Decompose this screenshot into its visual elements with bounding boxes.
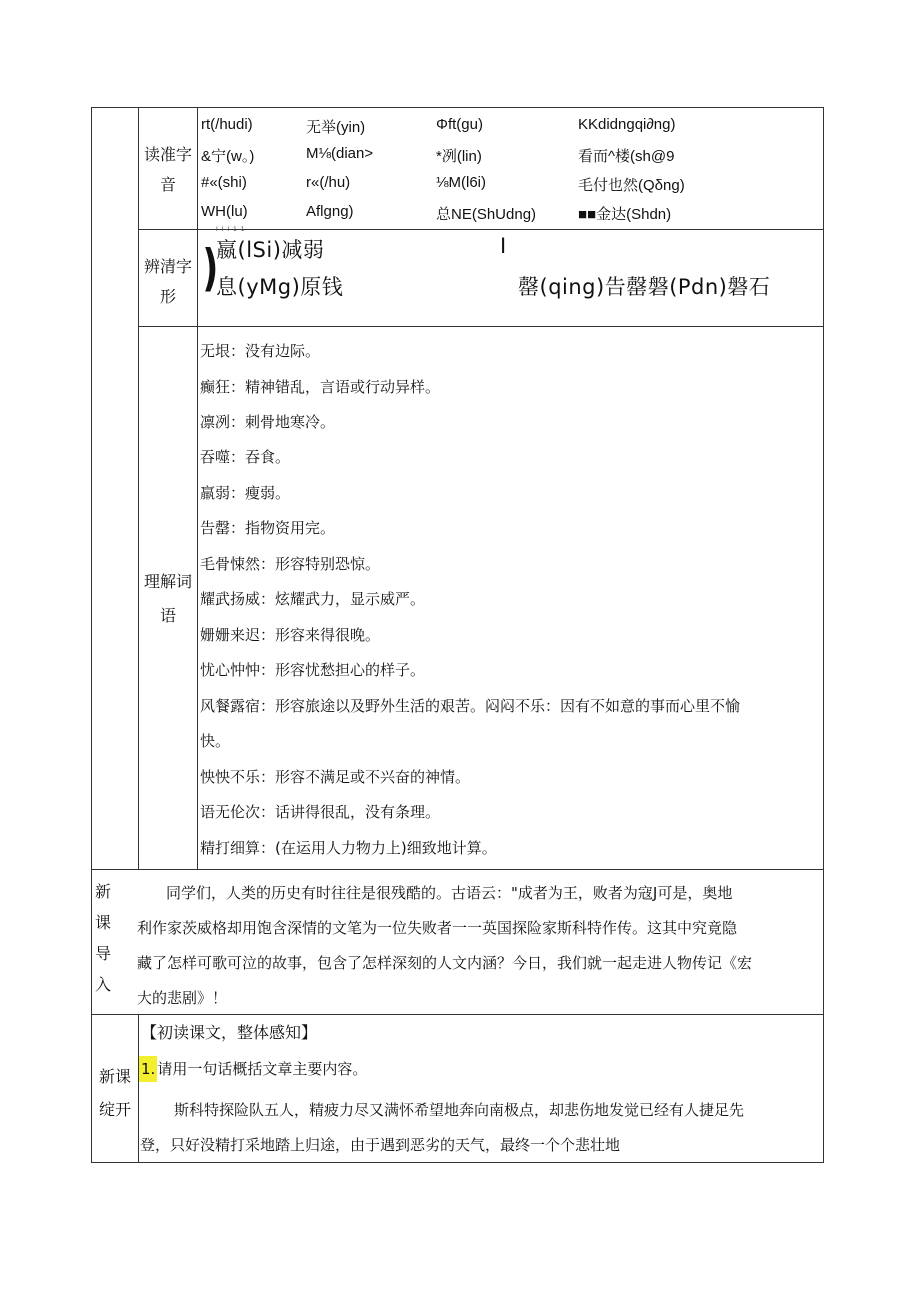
intro-line: 藏了怎样可歌可泣的故事，包含了怎样深刻的人文内涵？今日，我们就一起走进人物传记《宏 [137, 954, 753, 972]
pinyin-cell: KKdidngqi∂ng) [578, 116, 676, 133]
glyph-line-2: 息(yMg)原钱 [216, 275, 344, 299]
pronunciation-label: 读准字音 [143, 145, 192, 194]
bracket-mark: ) [202, 239, 219, 297]
list-item: 姗姗来迟：形容来得很晚。 [200, 626, 381, 644]
question-1 [139, 1055, 367, 1083]
list-item: 快。 [200, 732, 231, 750]
pinyin-cell: #«(shi) [201, 174, 247, 191]
list-item: 语无伦次：话讲得很乱，没有条理。 [200, 803, 441, 821]
answer-line: 登，只好没精打采地踏上归途，由于遇到恶劣的天气，最终一个个悲壮地 [140, 1136, 621, 1154]
list-item: 告罄：指物资用完。 [200, 519, 336, 537]
list-item: 毛骨悚然：形容特别恐惊。 [200, 555, 381, 573]
glyph-bar: I [500, 234, 507, 258]
pinyin-cell: *冽(lin) [436, 148, 482, 165]
pinyin-cell: M⅛(dian> [306, 145, 374, 162]
list-item: 无垠：没有边际。 [200, 342, 321, 360]
list-item: 羸弱：瘦弱。 [200, 484, 291, 502]
pinyin-cell: r«(/hu) [306, 174, 351, 191]
pinyin-cell: rt(/hudi) [201, 116, 253, 133]
question-number: 1. [139, 1056, 157, 1082]
pinyin-cell: ⅛M(l6i) [436, 174, 487, 191]
list-item: 怏怏不乐：形容不满足或不兴奋的神情。 [200, 768, 471, 786]
list-item: 凛冽：刺骨地寒冷。 [200, 413, 336, 431]
intro-line: 同学们，人类的历史有时往往是很残酷的。古语云："成者为王，败者为寇J可是，奥地 [166, 884, 733, 902]
distinguish-label: 辨清字形 [143, 257, 192, 306]
pinyin-cell: 毛付也然(Qδng) [578, 177, 685, 194]
lesson-label: 新课绽开 [98, 1067, 131, 1119]
list-item: 忧心忡忡：形容忧愁担心的样子。 [200, 661, 426, 679]
pinyin-cell: 看而^楼(sh@9 [578, 148, 675, 165]
pinyin-cell: WH(lu) [201, 203, 248, 220]
glyph-line-right: 罄(qing)告罄磐(Pdn)磐石 [518, 275, 771, 299]
list-item: 耀武扬威：炫耀武力，显示威严。 [200, 590, 426, 608]
list-item: 风餐露宿：形容旅途以及野外生活的艰苦。闷闷不乐：因有不如意的事而心里不愉 [200, 697, 741, 715]
pinyin-cell: Φft(gu) [436, 116, 483, 133]
intro-label: 新课导入 [94, 882, 111, 994]
glyph-line-1: 嬴(lSi)减弱 [216, 238, 325, 262]
pinyin-cell: Aflgng) [306, 203, 354, 220]
pinyin-cell: &宁(w。) [201, 148, 255, 165]
pinyin-cell: ■■金达(Shdn) [578, 206, 672, 223]
tiny-marks: I I I 1 1 [216, 226, 246, 233]
list-item: 精打细算：(在运用人力物力上)细致地计算。 [200, 839, 497, 857]
list-item: 癫狂：精神错乱，言语或行动异样。 [200, 378, 441, 396]
vocabulary-label: 理解词语 [143, 572, 192, 625]
answer-line: 斯科特探险队五人，精疲力尽又满怀希望地奔向南极点，却悲伤地发觉已经有人捷足先 [174, 1101, 745, 1119]
intro-line: 大的悲剧》！ [137, 989, 228, 1007]
lesson-heading: 【初读课文，整体感知】 [141, 1023, 318, 1042]
pinyin-cell: 总NE(ShUdng) [436, 206, 537, 223]
list-item: 吞噬：吞食。 [200, 448, 291, 466]
intro-line: 利作家茨威格却用饱含深情的文笔为一位失败者一一英国探险家斯科特作传。这其中究竟隐 [137, 919, 738, 937]
pinyin-cell: 无举(yin) [306, 119, 366, 136]
question-text: 请用一句话概括文章主要内容。 [157, 1060, 368, 1078]
